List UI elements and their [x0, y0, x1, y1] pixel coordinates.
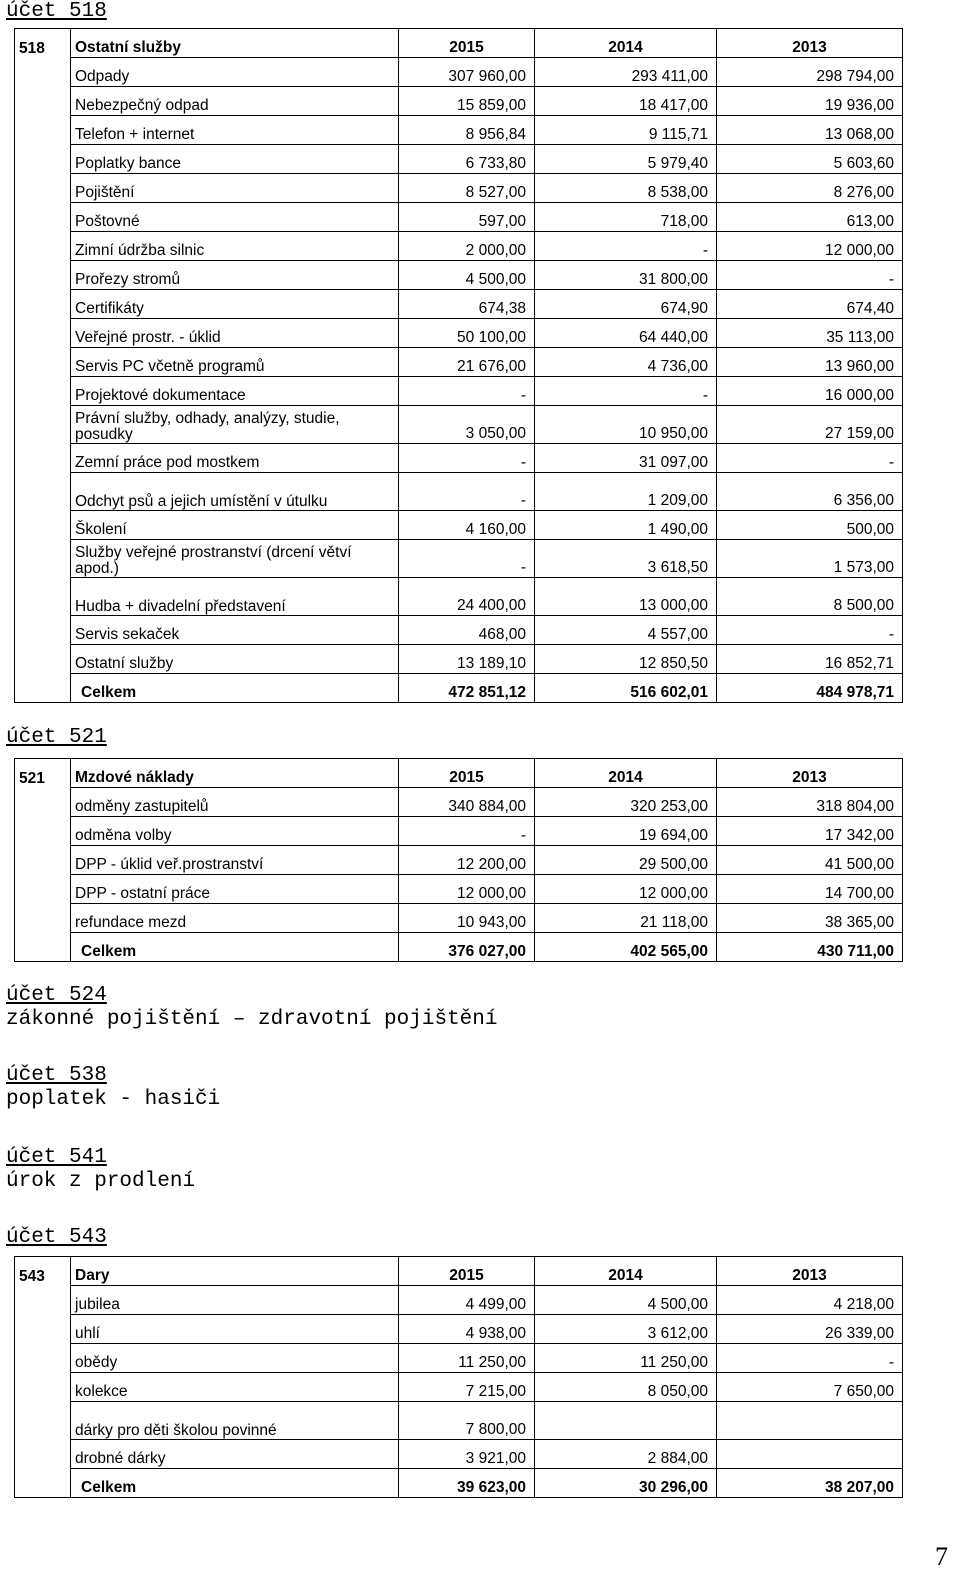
heading-title: účet 541 — [6, 1146, 107, 1169]
amount-cell: 16 852,71 — [717, 645, 903, 674]
account-title: Mzdové náklady — [71, 759, 399, 788]
year-header: 2014 — [535, 1257, 717, 1286]
total-amount: 39 623,00 — [399, 1469, 535, 1498]
amount-cell: 27 159,00 — [717, 406, 903, 444]
table-acct-521 — [14, 758, 903, 962]
total-label: Celkem — [71, 1469, 399, 1498]
amount-cell: - — [399, 540, 535, 578]
amount-cell: 298 794,00 — [717, 58, 903, 87]
amount-cell: 64 440,00 — [535, 319, 717, 348]
amount-cell: 5 979,40 — [535, 145, 717, 174]
amount-cell: 4 557,00 — [535, 616, 717, 645]
total-label: Celkem — [71, 933, 399, 962]
year-header: 2014 — [535, 29, 717, 58]
account-code-cell — [15, 1440, 71, 1469]
account-code-cell — [15, 203, 71, 232]
table-row — [15, 174, 903, 203]
amount-cell: 31 097,00 — [535, 444, 717, 473]
item-name: Nebezpečný odpad — [71, 87, 399, 116]
table-row — [15, 116, 903, 145]
table-row — [15, 377, 903, 406]
amount-cell: 17 342,00 — [717, 817, 903, 846]
table-row — [15, 261, 903, 290]
amount-cell: 6 733,80 — [399, 145, 535, 174]
amount-cell: 468,00 — [399, 616, 535, 645]
item-name: jubilea — [71, 1286, 399, 1315]
table-row — [15, 578, 903, 616]
item-name: odměny zastupitelů — [71, 788, 399, 817]
item-name: kolekce — [71, 1373, 399, 1402]
item-name: obědy — [71, 1344, 399, 1373]
heading-subtitle: zákonné pojištění – zdravotní pojištění — [6, 1008, 498, 1031]
amount-cell: - — [717, 444, 903, 473]
account-code-cell — [15, 116, 71, 145]
amount-cell: - — [535, 377, 717, 406]
item-name: Pojištění — [71, 174, 399, 203]
amount-cell: 5 603,60 — [717, 145, 903, 174]
total-amount: 484 978,71 — [717, 674, 903, 703]
amount-cell: 8 050,00 — [535, 1373, 717, 1402]
account-code-cell — [15, 261, 71, 290]
item-name: Poštovné — [71, 203, 399, 232]
amount-cell: 24 400,00 — [399, 578, 535, 616]
item-name: Servis PC včetně programů — [71, 348, 399, 377]
table-row — [15, 1402, 903, 1440]
amount-cell: 320 253,00 — [535, 788, 717, 817]
item-name: refundace mezd — [71, 904, 399, 933]
total-row — [15, 933, 903, 962]
amount-cell: 12 000,00 — [535, 875, 717, 904]
amount-cell: - — [535, 232, 717, 261]
table-row — [15, 348, 903, 377]
table-row — [15, 875, 903, 904]
amount-cell: 1 209,00 — [535, 473, 717, 511]
item-name: Právní služby, odhady, analýzy, studie, posudky — [71, 406, 399, 444]
account-code-cell — [15, 645, 71, 674]
heading-subtitle: poplatek - hasiči — [6, 1088, 221, 1111]
account-code-cell — [15, 145, 71, 174]
amount-cell: 8 527,00 — [399, 174, 535, 203]
amount-cell: 8 538,00 — [535, 174, 717, 203]
table-row — [15, 846, 903, 875]
item-name: DPP - úklid veř.prostranství — [71, 846, 399, 875]
amount-cell: 3 050,00 — [399, 406, 535, 444]
amount-cell: 19 936,00 — [717, 87, 903, 116]
table-row — [15, 203, 903, 232]
table-header-row — [15, 759, 903, 788]
item-name: odměna volby — [71, 817, 399, 846]
table-row — [15, 290, 903, 319]
year-header: 2013 — [717, 759, 903, 788]
total-row — [15, 674, 903, 703]
amount-cell: 2 884,00 — [535, 1440, 717, 1469]
amount-cell: - — [399, 473, 535, 511]
account-code-cell — [15, 1344, 71, 1373]
amount-cell: 318 804,00 — [717, 788, 903, 817]
account-code-cell — [15, 473, 71, 511]
account-code-cell — [15, 674, 71, 703]
amount-cell: 7 215,00 — [399, 1373, 535, 1402]
item-name: Zemní práce pod mostkem — [71, 444, 399, 473]
amount-cell: 718,00 — [535, 203, 717, 232]
amount-cell: 674,90 — [535, 290, 717, 319]
amount-cell: 12 200,00 — [399, 846, 535, 875]
item-name: Veřejné prostr. - úklid — [71, 319, 399, 348]
amount-cell: 11 250,00 — [399, 1344, 535, 1373]
table-row — [15, 232, 903, 261]
amount-cell: 4 938,00 — [399, 1315, 535, 1344]
total-amount: 516 602,01 — [535, 674, 717, 703]
heading-acct-524 — [6, 984, 497, 1032]
year-header: 2015 — [399, 29, 535, 58]
account-code-cell — [15, 933, 71, 962]
account-code-cell — [15, 319, 71, 348]
account-code-cell — [15, 846, 71, 875]
table-row — [15, 473, 903, 511]
table-row — [15, 511, 903, 540]
item-name: Telefon + internet — [71, 116, 399, 145]
amount-cell: 7 800,00 — [399, 1402, 535, 1440]
heading-title: účet 518 — [6, 0, 107, 23]
account-code-cell — [15, 1469, 71, 1498]
account-code-cell — [15, 817, 71, 846]
account-code-cell — [15, 232, 71, 261]
total-row — [15, 1469, 903, 1498]
heading-title: účet 538 — [6, 1064, 107, 1087]
account-title: Ostatní služby — [71, 29, 399, 58]
account-code-cell — [15, 290, 71, 319]
amount-cell: 3 618,50 — [535, 540, 717, 578]
total-amount: 30 296,00 — [535, 1469, 717, 1498]
amount-cell: 674,38 — [399, 290, 535, 319]
item-name: Poplatky bance — [71, 145, 399, 174]
total-amount: 376 027,00 — [399, 933, 535, 962]
table-row — [15, 645, 903, 674]
amount-cell: 1 490,00 — [535, 511, 717, 540]
amount-cell: 1 573,00 — [717, 540, 903, 578]
amount-cell: 15 859,00 — [399, 87, 535, 116]
item-name: Hudba + divadelní představení — [71, 578, 399, 616]
amount-cell: 13 068,00 — [717, 116, 903, 145]
amount-cell: 307 960,00 — [399, 58, 535, 87]
amount-cell: 8 500,00 — [717, 578, 903, 616]
account-code: 543 — [15, 1257, 71, 1286]
account-code-cell — [15, 1373, 71, 1402]
amount-cell: 3 612,00 — [535, 1315, 717, 1344]
account-code-cell — [15, 540, 71, 578]
table-row — [15, 1373, 903, 1402]
amount-cell: 4 736,00 — [535, 348, 717, 377]
amount-cell: - — [717, 1344, 903, 1373]
item-name: Odpady — [71, 58, 399, 87]
item-name: Školení — [71, 511, 399, 540]
table-row — [15, 904, 903, 933]
account-code-cell — [15, 377, 71, 406]
table-row — [15, 788, 903, 817]
amount-cell: 613,00 — [717, 203, 903, 232]
table-row — [15, 1344, 903, 1373]
amount-cell: 3 921,00 — [399, 1440, 535, 1469]
table-row — [15, 406, 903, 444]
account-code-cell — [15, 578, 71, 616]
item-name: Ostatní služby — [71, 645, 399, 674]
item-name: Prořezy stromů — [71, 261, 399, 290]
amount-cell: 500,00 — [717, 511, 903, 540]
amount-cell: 9 115,71 — [535, 116, 717, 145]
amount-cell: 10 943,00 — [399, 904, 535, 933]
amount-cell: 10 950,00 — [535, 406, 717, 444]
page-number: 7 — [935, 1542, 948, 1571]
amount-cell: 35 113,00 — [717, 319, 903, 348]
amount-cell: 38 365,00 — [717, 904, 903, 933]
table-row — [15, 616, 903, 645]
amount-cell: 13 000,00 — [535, 578, 717, 616]
amount-cell: 12 850,50 — [535, 645, 717, 674]
total-amount: 430 711,00 — [717, 933, 903, 962]
item-name: Projektové dokumentace — [71, 377, 399, 406]
total-label: Celkem — [71, 674, 399, 703]
amount-cell: 26 339,00 — [717, 1315, 903, 1344]
year-header: 2015 — [399, 1257, 535, 1286]
amount-cell: 12 000,00 — [717, 232, 903, 261]
account-code-cell — [15, 904, 71, 933]
total-amount: 38 207,00 — [717, 1469, 903, 1498]
table-header-row — [15, 1257, 903, 1286]
total-amount: 402 565,00 — [535, 933, 717, 962]
heading-acct-518 — [6, 0, 107, 24]
amount-cell: 16 000,00 — [717, 377, 903, 406]
heading-title: účet 524 — [6, 984, 107, 1007]
account-code-cell — [15, 1286, 71, 1315]
account-code-cell — [15, 406, 71, 444]
amount-cell: 21 118,00 — [535, 904, 717, 933]
amount-cell: 13 960,00 — [717, 348, 903, 377]
amount-cell: 4 499,00 — [399, 1286, 535, 1315]
amount-cell: 4 160,00 — [399, 511, 535, 540]
total-amount: 472 851,12 — [399, 674, 535, 703]
amount-cell: 674,40 — [717, 290, 903, 319]
heading-acct-541 — [6, 1146, 195, 1194]
amount-cell: - — [399, 817, 535, 846]
account-code-cell — [15, 788, 71, 817]
table-header-row — [15, 29, 903, 58]
item-name: DPP - ostatní práce — [71, 875, 399, 904]
account-code-cell — [15, 174, 71, 203]
amount-cell: 4 500,00 — [399, 261, 535, 290]
amount-cell: 4 218,00 — [717, 1286, 903, 1315]
table-row — [15, 540, 903, 578]
account-title: Dary — [71, 1257, 399, 1286]
year-header: 2013 — [717, 1257, 903, 1286]
account-code-cell — [15, 444, 71, 473]
item-name: Servis sekaček — [71, 616, 399, 645]
account-code-cell — [15, 875, 71, 904]
table-row — [15, 1315, 903, 1344]
amount-cell: 7 650,00 — [717, 1373, 903, 1402]
item-name: drobné dárky — [71, 1440, 399, 1469]
item-name: Odchyt psů a jejich umístění v útulku — [71, 473, 399, 511]
amount-cell — [717, 1440, 903, 1469]
amount-cell: - — [717, 616, 903, 645]
heading-title: účet 543 — [6, 1226, 107, 1249]
amount-cell: 13 189,10 — [399, 645, 535, 674]
item-name: Zimní údržba silnic — [71, 232, 399, 261]
amount-cell: - — [399, 377, 535, 406]
table-row — [15, 319, 903, 348]
account-code-cell — [15, 348, 71, 377]
account-code-cell — [15, 58, 71, 87]
year-header: 2013 — [717, 29, 903, 58]
amount-cell: - — [399, 444, 535, 473]
amount-cell: 50 100,00 — [399, 319, 535, 348]
amount-cell: 6 356,00 — [717, 473, 903, 511]
amount-cell: 293 411,00 — [535, 58, 717, 87]
table-row — [15, 58, 903, 87]
heading-acct-543 — [6, 1226, 107, 1250]
account-code: 518 — [15, 29, 71, 58]
table-row — [15, 444, 903, 473]
account-code-cell — [15, 87, 71, 116]
amount-cell: 340 884,00 — [399, 788, 535, 817]
account-code: 521 — [15, 759, 71, 788]
amount-cell: 8 276,00 — [717, 174, 903, 203]
table-acct-518 — [14, 28, 903, 703]
heading-acct-538 — [6, 1064, 220, 1112]
amount-cell: 41 500,00 — [717, 846, 903, 875]
year-header: 2015 — [399, 759, 535, 788]
amount-cell: 18 417,00 — [535, 87, 717, 116]
item-name: Služby veřejné prostranství (drcení větví apod.) — [71, 540, 399, 578]
account-code-cell — [15, 1402, 71, 1440]
table-row — [15, 145, 903, 174]
amount-cell: 11 250,00 — [535, 1344, 717, 1373]
item-name: dárky pro děti školou povinné — [71, 1402, 399, 1440]
amount-cell: 8 956,84 — [399, 116, 535, 145]
table-row — [15, 817, 903, 846]
item-name: uhlí — [71, 1315, 399, 1344]
amount-cell: 31 800,00 — [535, 261, 717, 290]
amount-cell: 4 500,00 — [535, 1286, 717, 1315]
amount-cell: 2 000,00 — [399, 232, 535, 261]
heading-acct-521 — [6, 726, 107, 750]
amount-cell: 14 700,00 — [717, 875, 903, 904]
account-code-cell — [15, 616, 71, 645]
amount-cell: 19 694,00 — [535, 817, 717, 846]
amount-cell: 597,00 — [399, 203, 535, 232]
heading-title: účet 521 — [6, 726, 107, 749]
table-row — [15, 87, 903, 116]
amount-cell — [535, 1402, 717, 1440]
amount-cell — [717, 1402, 903, 1440]
table-row — [15, 1440, 903, 1469]
account-code-cell — [15, 1315, 71, 1344]
table-row — [15, 1286, 903, 1315]
amount-cell: 21 676,00 — [399, 348, 535, 377]
item-name: Certifikáty — [71, 290, 399, 319]
account-code-cell — [15, 511, 71, 540]
heading-subtitle: úrok z prodlení — [6, 1170, 196, 1193]
amount-cell: 29 500,00 — [535, 846, 717, 875]
amount-cell: - — [717, 261, 903, 290]
table-acct-543 — [14, 1256, 903, 1498]
year-header: 2014 — [535, 759, 717, 788]
amount-cell: 12 000,00 — [399, 875, 535, 904]
